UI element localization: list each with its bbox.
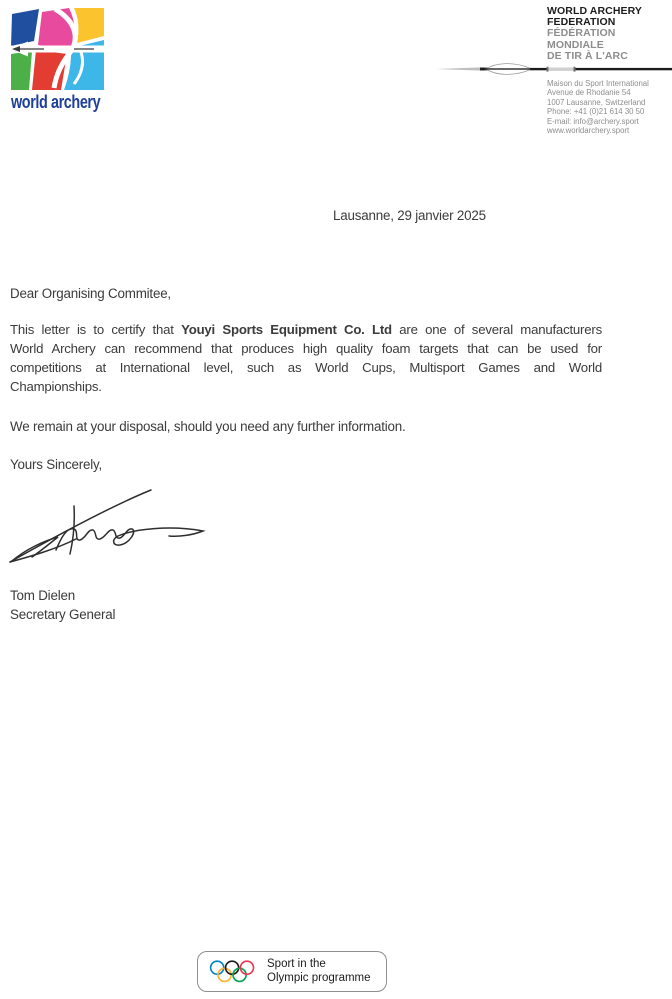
paragraph-text: are one of several manufacturers [391, 322, 602, 337]
address-line: www.worldarchery.sport [547, 126, 630, 136]
paragraph-text: This letter is to certify that [10, 322, 182, 337]
logo-yellow-shape [74, 8, 104, 43]
address-line: 1007 Lausanne, Switzerland [547, 97, 646, 107]
body-paragraph-2: We remain at your disposal, should you need any further information. [10, 419, 406, 434]
paragraph-line [10, 320, 602, 339]
closing: Yours Sincerely, [10, 457, 103, 472]
signature-image [4, 483, 214, 568]
org-name-block [547, 6, 642, 62]
address-block [547, 79, 649, 135]
org-name-fr-line: MONDIALE [547, 38, 604, 51]
badge-text [267, 958, 371, 985]
org-name-fr-line: FÉDÉRATION [547, 27, 616, 40]
badge-text-line: Olympic programme [267, 971, 371, 984]
address-line: Maison du Sport International [547, 79, 649, 88]
address-line: Avenue de Rhodanie 54 [547, 88, 631, 98]
wordmark: world archery [11, 92, 101, 112]
org-name-en-line: FEDERATION [547, 16, 616, 29]
address-line: Phone: +41 (0)21 614 30 50 [547, 107, 645, 117]
date-line: Lausanne, 29 janvier 2025 [333, 208, 486, 223]
salutation: Dear Organising Commitee, [10, 286, 171, 301]
logo-green-shape [11, 51, 32, 90]
signer-name: Tom Dielen [10, 588, 75, 603]
address-line: E-mail: info@archery.sport [547, 116, 639, 126]
olympic-rings-icon [209, 958, 259, 986]
signature-block [10, 586, 115, 624]
logo-pink-shape [38, 8, 75, 50]
arrow-icon [436, 61, 672, 75]
world-archery-logo [10, 8, 104, 90]
company-name: Youyi Sports Equipment Co. Ltd [181, 322, 392, 337]
badge-text-line: Sport in the [267, 958, 326, 970]
olympic-programme-badge [197, 951, 387, 992]
org-name-en-line: WORLD ARCHERY [547, 5, 643, 17]
paragraph-line: competitions at International level, such as World Cups, Multisport Games and World [10, 360, 602, 375]
paragraph-line: World Archery can recommend that produces high quality foam targets that can be used for [10, 341, 602, 356]
org-name-fr-line: DE TIR À L'ARC [547, 49, 628, 62]
paragraph-line: Championships. [10, 379, 102, 394]
signer-title: Secretary General [10, 607, 116, 622]
logo-blue-shape [11, 9, 39, 46]
body-paragraph-1 [10, 320, 602, 396]
